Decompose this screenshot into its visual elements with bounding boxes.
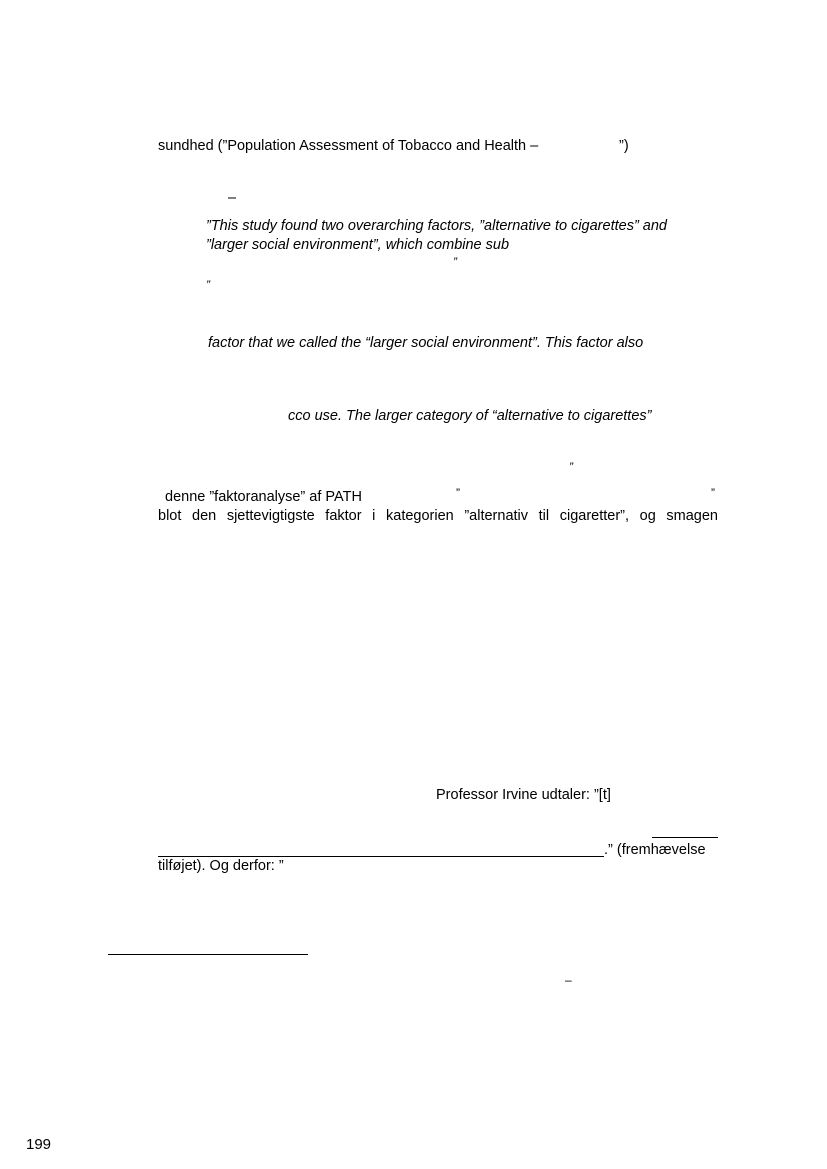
- text-line-1-end: ”): [619, 138, 629, 154]
- dash: –: [228, 190, 237, 206]
- page-number: 199: [26, 1136, 52, 1153]
- footnote-separator: [108, 954, 308, 955]
- paragraph-line: denne ”faktoranalyse” af PATH: [165, 489, 362, 505]
- paragraph-line: blot den sjettevigtigste faktor i kategorien ”alternativ til cigaretter”, og smagen: [158, 508, 718, 524]
- paragraph-line: Professor Irvine udtaler: ”[t]: [436, 787, 611, 803]
- quote-mark: ”: [711, 486, 715, 500]
- text-line-1: sundhed (”Population Assessment of Tobacco and Health –: [158, 138, 539, 154]
- underline: [652, 837, 718, 838]
- quote-line-1: ”This study found two overarching factors, ”alternative to cigarettes” and: [206, 218, 667, 234]
- paragraph-line: tilføjet). Og derfor: ”: [158, 858, 284, 874]
- quote-mark: ”: [453, 255, 457, 269]
- underline: [158, 856, 604, 857]
- paragraph-line: .” (fremhævelse: [604, 842, 706, 858]
- quote-mark: ”: [569, 460, 573, 474]
- quote-line-2: ”larger social environment”, which combine sub: [206, 237, 510, 253]
- quote-mark: ”: [206, 278, 210, 292]
- quote-line-4: cco use. The larger category of “alternative to cigarettes”: [288, 408, 652, 424]
- quote-mark: ”: [456, 486, 460, 500]
- quote-line-3: factor that we called the “larger social environment”. This factor also: [208, 335, 644, 351]
- footnote-dash: –: [565, 973, 572, 987]
